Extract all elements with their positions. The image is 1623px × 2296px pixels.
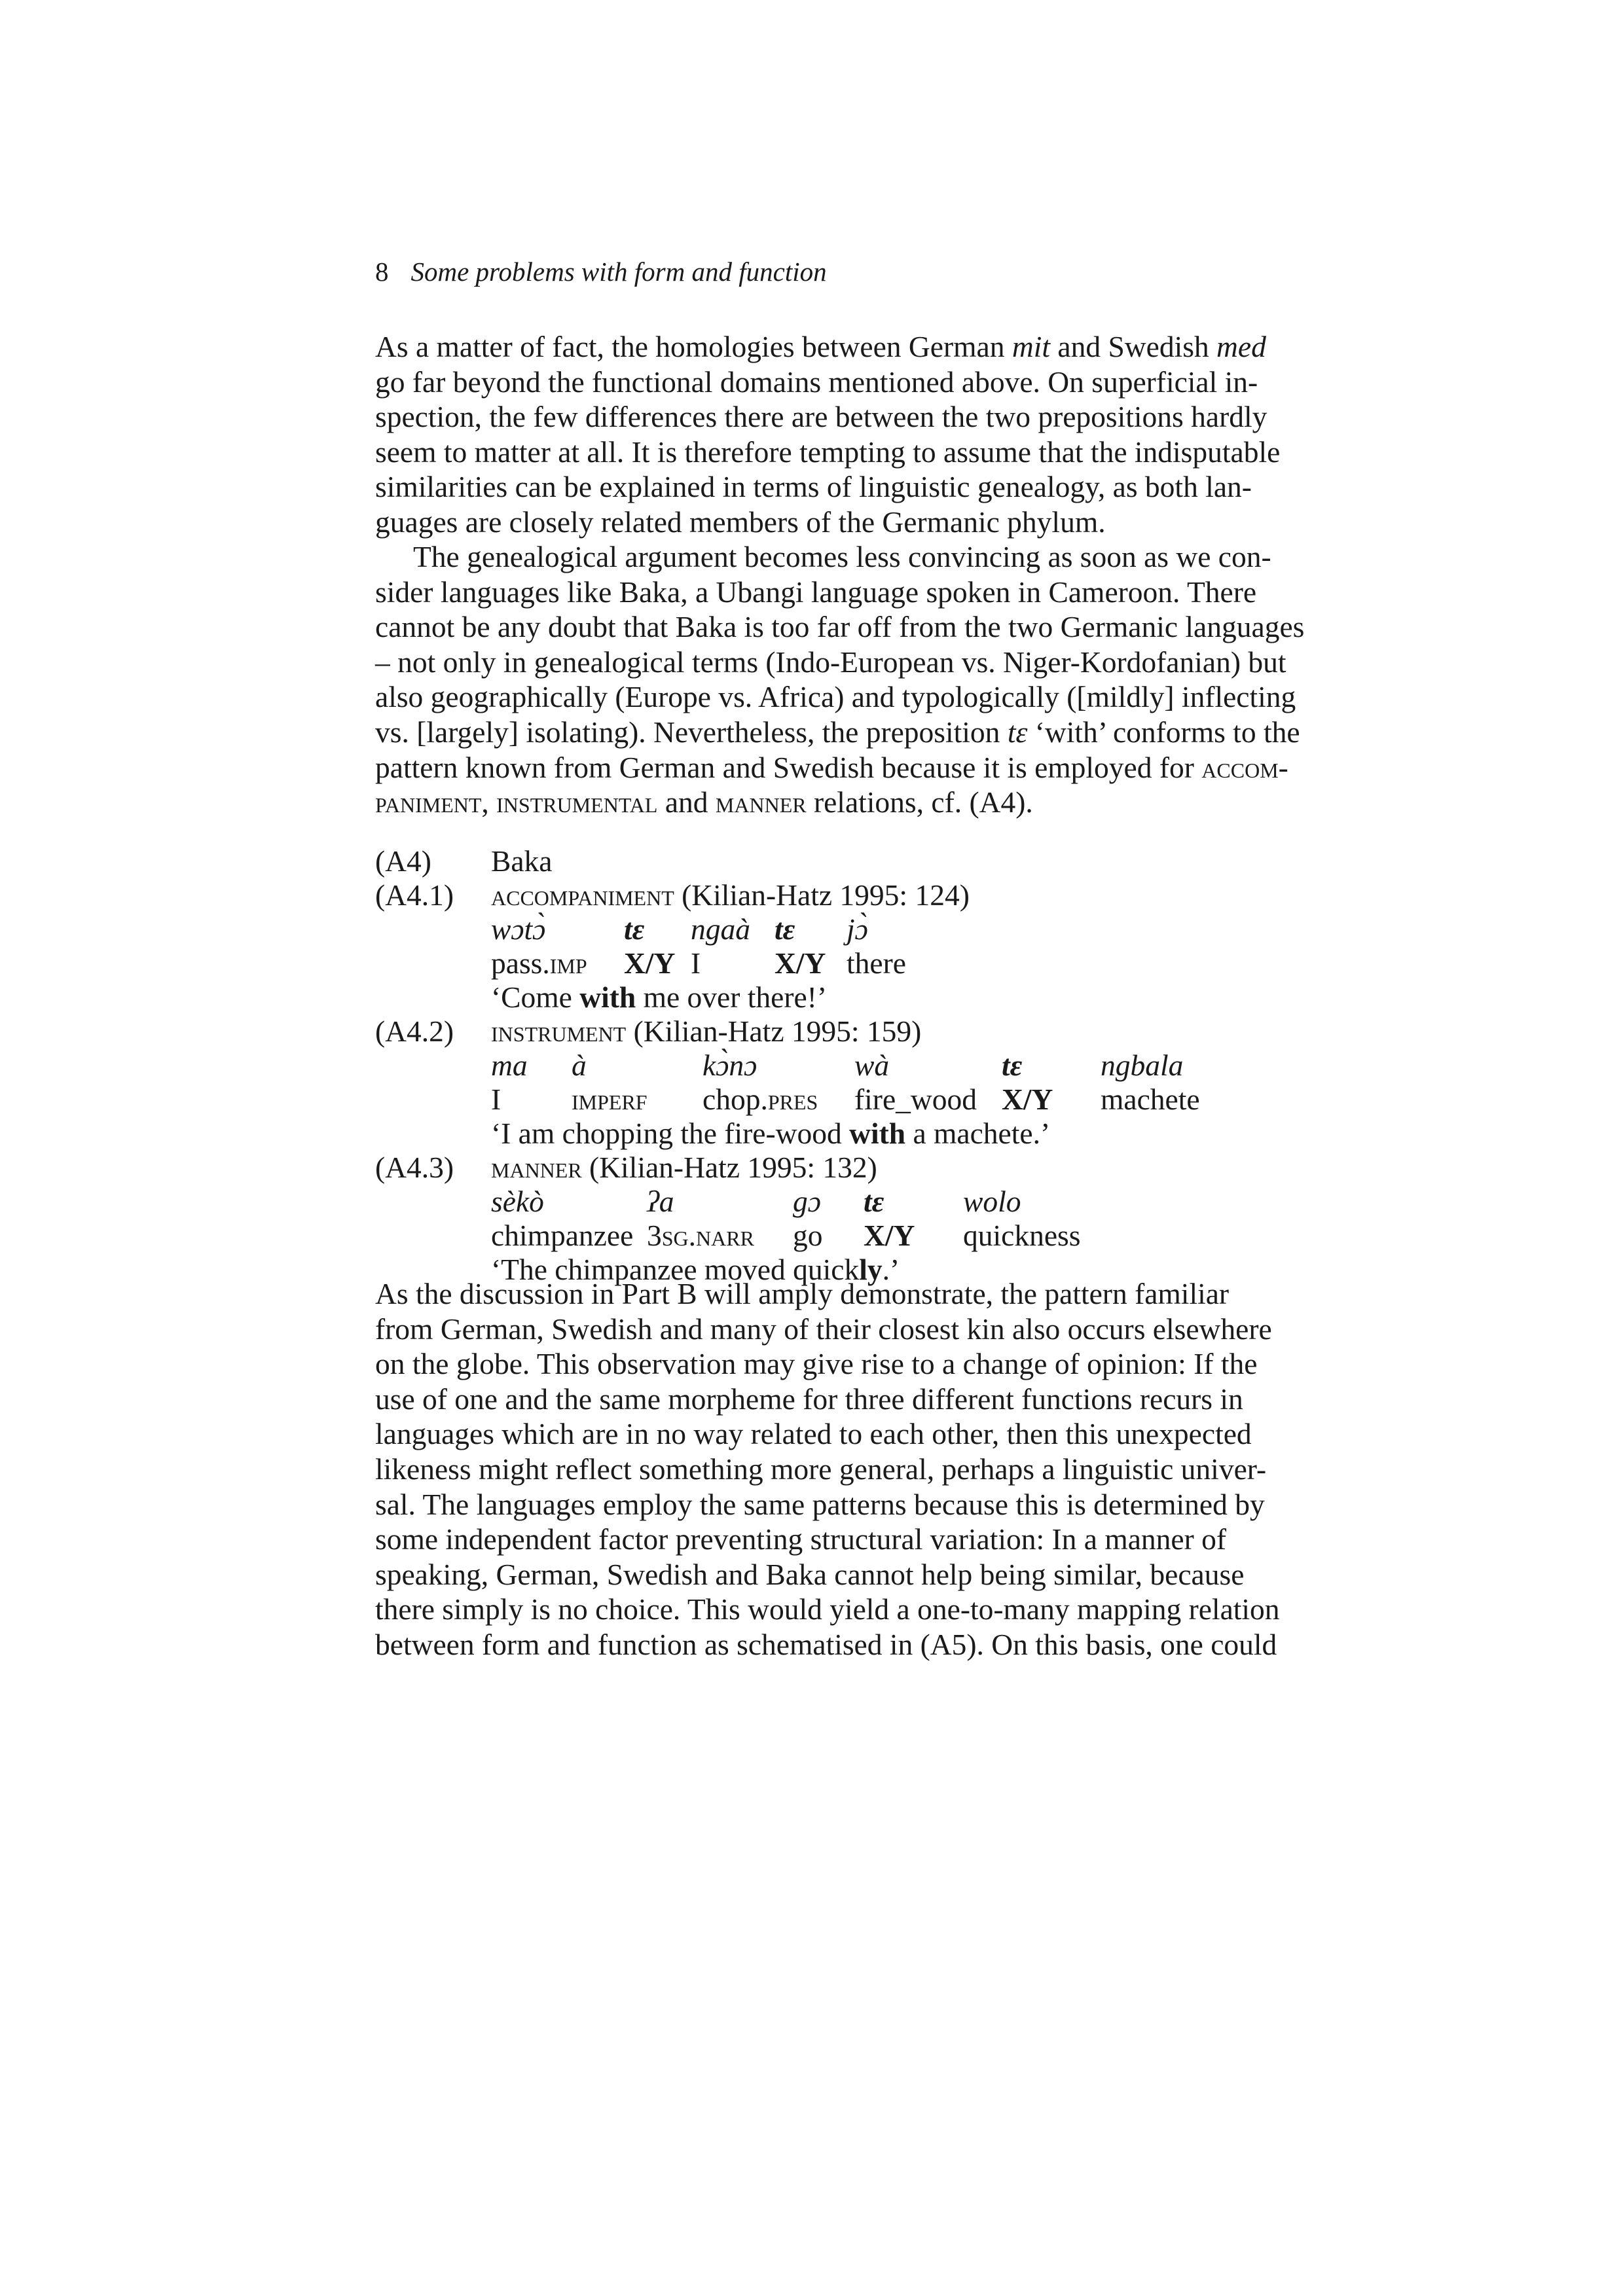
baka-word: tɛ xyxy=(775,912,795,946)
paragraph-2 xyxy=(375,539,1305,820)
text-line: vs. [largely] isolating). Nevertheless, the preposition tɛ ‘with’ conforms to the xyxy=(375,715,1300,749)
text-line: there simply is no choice. This would yield a one-to-many mapping relation xyxy=(375,1592,1280,1626)
baka-word: sèkò xyxy=(491,1185,544,1218)
example-title: instrument (Kilian-Hatz 1995: 159) xyxy=(491,1014,922,1048)
example-title: accompaniment (Kilian-Hatz 1995: 124) xyxy=(491,878,970,912)
baka-word: kɔ̀nɔ xyxy=(702,1049,757,1082)
gloss: X/Y xyxy=(864,1219,915,1252)
baka-word: gɔ xyxy=(793,1185,821,1218)
term-med: med xyxy=(1216,330,1266,363)
text-line: similarities can be explained in terms of linguistic genealogy, as both lan- xyxy=(375,470,1252,504)
gloss: I xyxy=(491,1083,501,1116)
term-mit: mit xyxy=(1012,330,1051,363)
gloss: machete xyxy=(1101,1083,1200,1116)
text-line: As a matter of fact, the homologies between German mit and Swedish med xyxy=(375,330,1266,363)
text-line: from German, Swedish and many of their closest kin also occurs elsewhere xyxy=(375,1312,1272,1346)
baka-word: à xyxy=(572,1049,587,1082)
text-line: sal. The languages employ the same patterns because this is determined by xyxy=(375,1487,1265,1521)
example-label: (A4.2) xyxy=(375,1014,454,1048)
gloss: fire_wood xyxy=(854,1083,977,1116)
gloss: chimpanzee xyxy=(491,1219,634,1252)
text-line: some independent factor preventing structural variation: In a manner of xyxy=(375,1522,1227,1556)
baka-word: jɔ̀ xyxy=(847,912,868,946)
baka-word: ʔa xyxy=(647,1185,674,1218)
gloss: there xyxy=(847,946,906,980)
paragraph-3 xyxy=(375,1276,1280,1662)
gloss: X/Y xyxy=(1002,1083,1053,1116)
term-te: tɛ xyxy=(1007,715,1028,749)
running-head xyxy=(375,255,827,288)
text-line: The genealogical argument becomes less convincing as soon as we con- xyxy=(413,540,1271,573)
text-line: likeness might reflect something more general, perhaps a linguistic univer- xyxy=(375,1452,1267,1486)
baka-word: tɛ xyxy=(864,1185,884,1218)
gloss: pass.imp xyxy=(491,946,587,980)
baka-word: tɛ xyxy=(1002,1049,1023,1082)
text-line: on the globe. This observation may give rise to a change of opinion: If the xyxy=(375,1347,1258,1381)
translation: ‘I am chopping the fire-wood with a machete.’ xyxy=(491,1117,1051,1150)
example-title: manner (Kilian-Hatz 1995: 132) xyxy=(491,1151,877,1184)
text-line: between form and function as schematised in (A5). On this basis, one could xyxy=(375,1627,1277,1661)
example-language: Baka xyxy=(491,844,553,878)
gloss: X/Y xyxy=(775,946,826,980)
text-line: go far beyond the functional domains mentioned above. On superficial in- xyxy=(375,365,1258,399)
text-line: paniment, instrumental and manner relations, cf. (A4). xyxy=(375,785,1033,819)
gloss: I xyxy=(691,946,701,980)
baka-word: ngaà xyxy=(691,912,750,946)
text-line: guages are closely related members of the Germanic phylum. xyxy=(375,505,1106,539)
text-line: As the discussion in Part B will amply demonstrate, the pattern familiar xyxy=(375,1277,1230,1310)
text-line: languages which are in no way related to each other, then this unexpected xyxy=(375,1417,1252,1451)
example-block xyxy=(375,844,1214,1286)
gloss: chop.pres xyxy=(702,1083,818,1116)
baka-word: wà xyxy=(854,1049,890,1082)
gloss: imperf xyxy=(572,1083,647,1116)
baka-word: tɛ xyxy=(624,912,645,946)
text-line: seem to matter at all. It is therefore tempting to assume that the indisputable xyxy=(375,435,1281,469)
text-line: sider languages like Baka, a Ubangi language spoken in Cameroon. There xyxy=(375,575,1257,609)
text-line: – not only in genealogical terms (Indo-European vs. Niger-Kordofanian) but xyxy=(375,645,1286,679)
baka-word: ma xyxy=(491,1049,528,1082)
text-line: also geographically (Europe vs. Africa) and typologically ([mildly] inflecting xyxy=(375,680,1296,714)
gloss: 3sg.narr xyxy=(647,1219,754,1252)
translation: ‘The chimpanzee moved quickly.’ xyxy=(491,1253,900,1286)
text-line: speaking, German, Swedish and Baka cannot help being similar, because xyxy=(375,1557,1245,1591)
example-label: (A4) xyxy=(375,844,431,878)
translation: ‘Come with me over there!’ xyxy=(491,980,827,1014)
gloss: quickness xyxy=(963,1219,1081,1252)
baka-word: wɔtɔ̀ xyxy=(491,912,546,946)
paragraph-1 xyxy=(375,329,1281,540)
text-line: spection, the few differences there are between the two prepositions hardly xyxy=(375,400,1267,434)
text-line: use of one and the same morpheme for three different functions recurs in xyxy=(375,1382,1243,1416)
gloss: go xyxy=(793,1219,823,1252)
baka-word: ngbala xyxy=(1101,1049,1184,1082)
gloss: X/Y xyxy=(624,946,676,980)
text-line: pattern known from German and Swedish because it is employed for accom- xyxy=(375,750,1288,784)
running-title: Some problems with form and function xyxy=(410,257,827,287)
text-line: cannot be any doubt that Baka is too far off from the two Germanic languages xyxy=(375,610,1305,644)
example-label: (A4.3) xyxy=(375,1151,454,1184)
example-label: (A4.1) xyxy=(375,878,454,912)
page-number: 8 xyxy=(375,257,389,287)
baka-word: wolo xyxy=(963,1185,1021,1218)
